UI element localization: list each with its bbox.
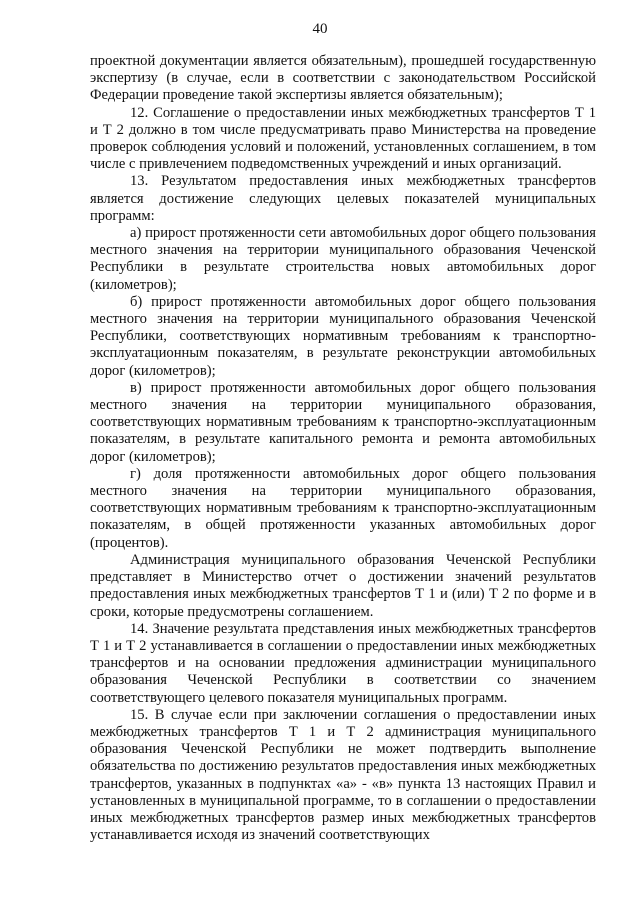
page-number: 40	[312, 21, 328, 37]
paragraph: 13. Результатом предоставления иных межбюджетных трансфертов является достижение следующих целевых показателей муниципальных программ:	[90, 173, 596, 224]
paragraph: а) прирост протяженности сети автомобильных дорог общего пользования местного значения на территории муниципального образования Чеченской Республики в результате строительства новых автомобильных дорог (километров);	[90, 225, 596, 293]
paragraph: 12. Соглашение о предоставлении иных межбюджетных трансфертов Т 1 и Т 2 должно в том числе предусматривать право Министерства на проведение проверок соблюдения условий и положений, установленных соглашением, в том числе с привлечением подведомственных учреждений и иных организаций.	[90, 104, 596, 173]
paragraph: Администрация муниципального образования Чеченской Республики представляет в Министерство отчет о достижении значений результатов предоставления иных межбюджетных трансфертов Т 1 и (или) Т 2 по форме и в сроки, которые предусмотрены соглашением.	[90, 551, 596, 620]
paragraph: 14. Значение результата представления иных межбюджетных трансфертов Т 1 и Т 2 устанавливается в соглашении о предоставлении иных межбюджетных трансфертов и на основании предложения администрации муниципального образования Чеченской Республики в соответствии со значением соответствующего целевого показателя муниципальных программ.	[90, 620, 596, 706]
paragraph: в) прирост протяженности автомобильных дорог общего пользования местного значения на территории муниципального образования, соответствующих нормативным требованиям к транспортно-эксплуатационным показателям, в результате капитального ремонта и ремонта автомобильных дорог (километров);	[90, 379, 596, 465]
paragraph: г) доля протяженности автомобильных дорог общего пользования местного значения на территории муниципального образования, соответствующих нормативным требованиям к транспортно-эксплуатационным показателям, в общей протяженности указанных автомобильных дорог (процентов).	[90, 465, 596, 551]
paragraph: б) прирост протяженности автомобильных дорог общего пользования местного значения на территории муниципального образования Чеченской Республики, соответствующих нормативным требованиям к транспортно-эксплуатационным показателям, в результате реконструкции автомобильных дорог (километров);	[90, 293, 596, 379]
paragraph: проектной документации является обязательным), прошедшей государственную экспертизу (в случае, если в соответствии с законодательством Российской Федерации проведение такой экспертизы является обязательным);	[90, 53, 596, 104]
document-body	[90, 53, 596, 844]
paragraph: 15. В случае если при заключении соглашения о предоставлении иных межбюджетных трансфертов Т 1 и Т 2 администрация муниципального образования Чеченской Республики не может подтвердить выполнение обязательства по достижению результатов предоставления иных межбюджетных трансфертов, указанных в подпунктах «а» - «в» пункта 13 настоящих Правил и установленных в муниципальной программе, то в соглашении о предоставлении иных межбюджетных трансфертов размер иных межбюджетных трансфертов устанавливается исходя из значений соответствующих	[90, 706, 596, 844]
